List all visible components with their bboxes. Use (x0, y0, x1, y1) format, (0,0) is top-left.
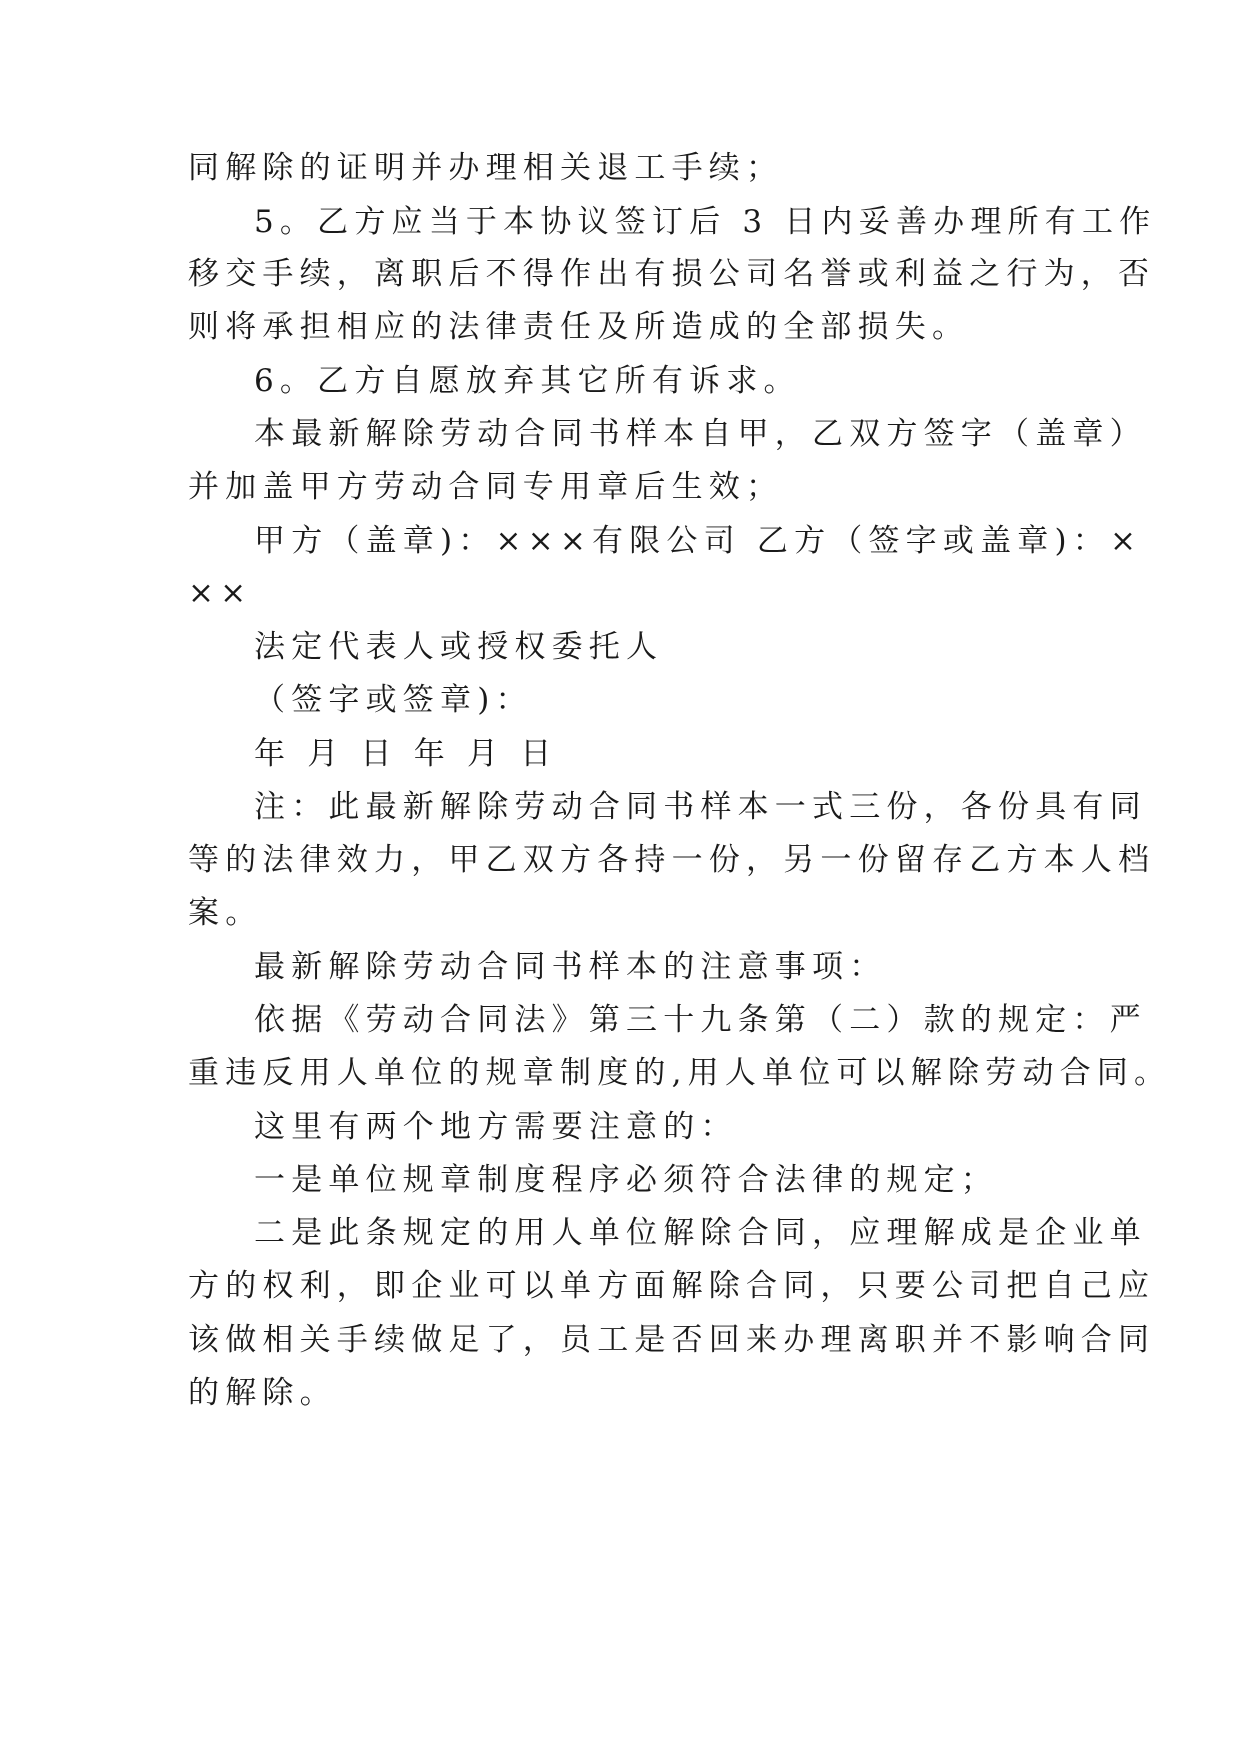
signature-parties-line-2: ×× (188, 575, 253, 611)
date-line: 年 月 日 年 月 日 (254, 736, 558, 772)
note-line-1: 注：此最新解除劳动合同书样本一式三份，各份具有同 (254, 789, 1147, 825)
clause-6: 6。乙方自愿放弃其它所有诉求。 (254, 363, 801, 399)
attention-intro: 这里有两个地方需要注意的： (254, 1109, 738, 1145)
note-line-2: 等的法律效力，甲乙双方各持一份，另一份留存乙方本人档 (188, 842, 1156, 878)
signature-parties-line-1: 甲方（盖章)：×××有限公司 乙方（签字或盖章)：× (254, 523, 1143, 559)
point-one: 一是单位规章制度程序必须符合法律的规定； (254, 1162, 998, 1198)
effective-line-1: 本最新解除劳动合同书样本自甲，乙双方签字（盖章） (254, 416, 1147, 452)
clause-5-line-2: 移交手续，离职后不得作出有损公司名誉或利益之行为，否 (188, 256, 1156, 292)
signature-label: （签字或签章)： (254, 682, 533, 718)
text-line-1: 同解除的证明并办理相关退工手续； (188, 150, 784, 186)
law-reference-line-2: 重违反用人单位的规章制度的,用人单位可以解除劳动合同。 (188, 1055, 1172, 1091)
point-two-line-4: 的解除。 (188, 1375, 337, 1411)
legal-representative-label: 法定代表人或授权委托人 (254, 629, 664, 665)
point-two-line-2: 方的权利，即企业可以单方面解除合同，只要公司把自己应 (188, 1268, 1156, 1304)
effective-line-2: 并加盖甲方劳动合同专用章后生效； (188, 469, 784, 505)
notes-heading: 最新解除劳动合同书样本的注意事项： (254, 949, 887, 985)
point-two-line-1: 二是此条规定的用人单位解除合同，应理解成是企业单 (254, 1215, 1147, 1251)
clause-5-line-3: 则将承担相应的法律责任及所造成的全部损失。 (188, 309, 970, 345)
law-reference-line-1: 依据《劳动合同法》第三十九条第（二）款的规定：严 (254, 1002, 1147, 1038)
clause-5-line-1: 5。乙方应当于本协议签订后 3 日内妥善办理所有工作 (254, 204, 1157, 240)
point-two-line-3: 该做相关手续做足了，员工是否回来办理离职并不影响合同 (188, 1322, 1156, 1358)
note-line-3: 案。 (188, 895, 263, 931)
